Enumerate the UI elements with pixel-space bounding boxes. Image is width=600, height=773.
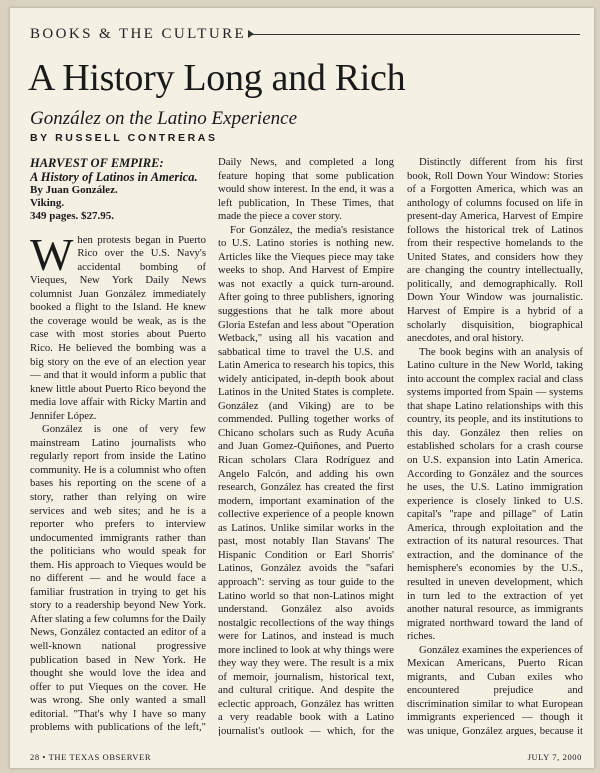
book-author: By Juan González.	[30, 184, 118, 196]
book-publisher: Viking.	[30, 197, 65, 210]
book-title-line1: HARVEST OF EMPIRE:	[30, 156, 164, 170]
paragraph	[30, 228, 206, 424]
paragraph: For González, the media's resistance to U.S. Latino stories is nothing new. Articles like the Vieques piece may take weeks to shop. And Harvest of Empire was not exactly a quick turn-around. After going to three publishers, ignoring suggestions that he talk more about Gloria Estefan and less about "Operation Wetback," using all his vacation and sabbatical time to travel the U.S. and Latin America to research his topics, this widely anticipated, in-depth book about Latinos in the United States is complete. González (and Viking) are to be commended. Pulling together works of Chicano scholars such as Rudy Acuña and Juan Gomez-Quiñones, and Puerto Rican scholars Clara Rodríguez and Angelo Falcón, and adding his own research, González has created the first modern, important examination of the collective experience of a people known as Latinos. Unlike similar works in the past, most notably Ilan Stavans' The Hispanic Condition or Earl Shorris' Latinos, González avoids the "safari approach": serving as tour guide to the Latino world so that non-Latinos might understand. González also avoids nostalgic recollections of the way things were for Latinos, and instead is much more inclined to look at why things were they way they were. The result is a mix of memoir, journalism, historical text, and cultural critique. And despite the eclectic approach, González has written a very readable book with a Latino journalist's outlook — which, for the	[218, 223, 394, 736]
paragraph: González is one of very few mainstream Latino journalists who regularly report from inside the Latino community. He is a columnist who often bases his reporting on the scene of a story, rather than relying on wire services and web sites; and he is a reporter who prefers to interview undocumented immigrants rather than the politicians who would speak for them. His approach to Vieques would be no different — and he would face a familiar frustration in trying to get his story to a readership beyond New York. After slating a few columns for the Daily News, González contacted an editor of a well-known national progressive publication based in New York. He thought she would love the idea and offer to put Vieques on the cover. He was wrong. She only wanted a small editorial. "That's why I have so many problems with publications of the left,"	[30, 423, 206, 734]
drop-cap: W	[30, 228, 74, 280]
page-footer	[30, 752, 582, 762]
deck: González on the Latino Experience	[30, 108, 298, 129]
paragraph: Distinctly different from his first book, Roll Down Your Window: Stories of a Forgotten America, which was an anthology of columns focused on life in present-day America, Harvest of Empire follows the historical trek of Latinos from their respective homelands to the United States, and considers how they are changing the country intellectually, politically, and demographically. Roll Down Your Window was journalistic. Harvest of Empire is a hybrid of a scholarly disquisition, biographical anecdotes, and oral history.	[407, 156, 583, 345]
headline: A History Long and Rich	[28, 57, 406, 99]
paragraph: González examines the experiences of Mexican Americans, Puerto Rican migrants, and Cuban exiles who encountered prejudice and discrimination similar to what European immigrants experienced — though it was unique, González argues, because it	[407, 643, 583, 736]
section-header	[30, 24, 580, 44]
footer-folio: 28 • THE TEXAS OBSERVER	[30, 752, 152, 762]
book-title-line2: A History of Latinos in America.	[30, 170, 198, 184]
byline: BY RUSSELL CONTRERAS	[30, 132, 218, 144]
magazine-page	[10, 8, 594, 768]
section-label: BOOKS & THE CULTURE	[30, 25, 247, 42]
section-rule	[250, 34, 580, 35]
paragraph: The book begins with an analysis of Latino culture in the New World, taking into account the complex racial and class systems imported from Spain — systems that shape Latino relationships with this country, its people, and its institutions to this day. González then relies on established scholars for a crash course on U.S. expansion into Latin America. According to González and the sources he uses, the U.S. Latino immigration experience is closely linked to U.S. capital's "rape and pillage" of Latin America, through exploitation and the extraction of its natural resources. That extraction, and the dominance of the hemisphere's economies by the U.S., resulted in uneven development, which in turn led to the extraction of yet another natural resource, as immigrants migrated northward toward the land of riches.	[407, 345, 583, 643]
book-pages-price: 349 pages. $27.95.	[30, 210, 115, 223]
article-column-3	[407, 156, 583, 736]
article-column-1	[30, 156, 206, 736]
paragraph-text: hen protests began in Puerto Rico over the U.S. Navy's accidental bombing of Vieques, New York Daily News columnist Juan González immediately booked a flight to the Island. He knew the coverage would be weak, as is the case with most stories about Puerto Rico. He believed the bombing was a big story on the eve of an election year — and that it would inform a public that knew little about Puerto Rico beyond the media love affair with Ricky Martin and Jennifer López.	[30, 233, 206, 422]
footer-date: JULY 7, 2000	[527, 752, 582, 762]
book-info	[30, 156, 206, 224]
article-column-2	[218, 156, 394, 736]
paragraph: Daily News, and completed a long feature hoping that some publication would show interest. In the end, it was a left publication, In These Times, that made the piece a cover story.	[218, 156, 394, 223]
